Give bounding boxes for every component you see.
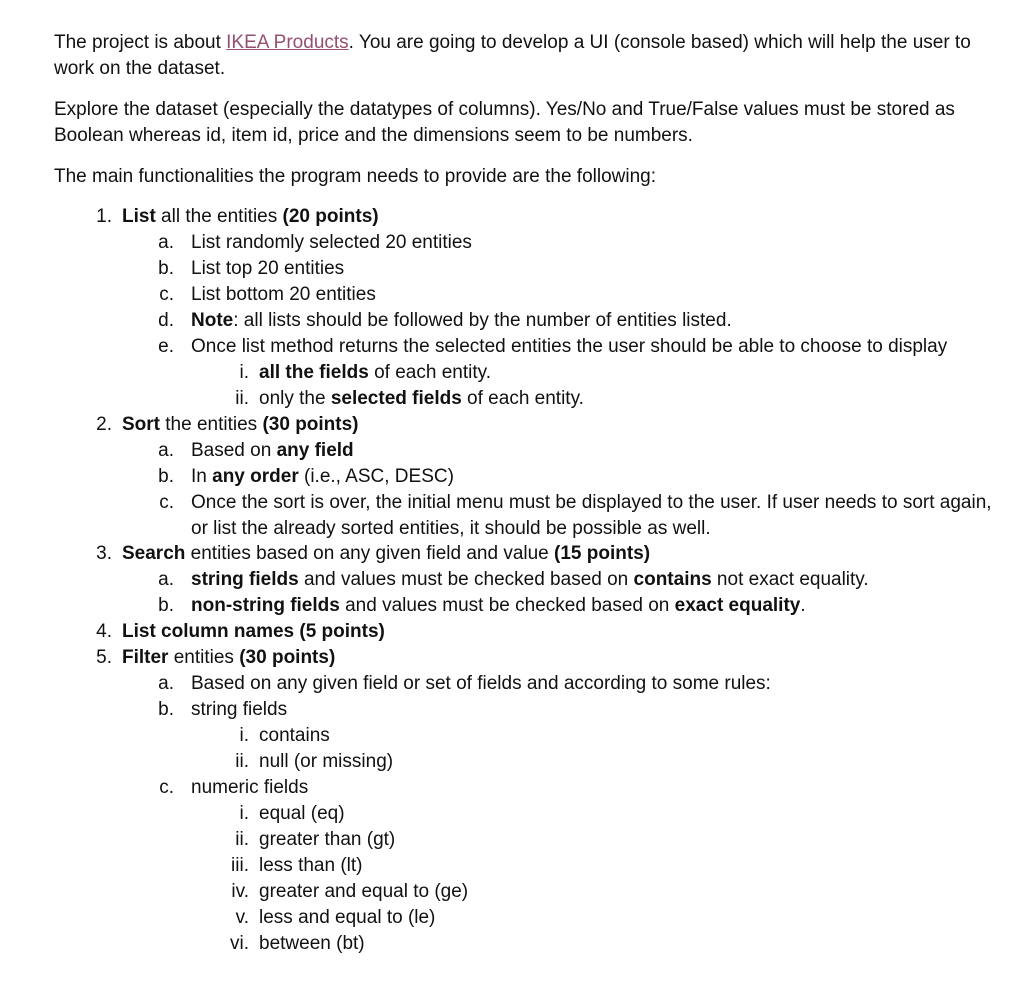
item-marker: ii.: [235, 829, 249, 850]
list-item-1: [54, 204, 994, 230]
item-number: 4.: [96, 621, 112, 642]
item-text: less and equal to (le): [259, 907, 436, 928]
item-keyword: all the fields: [259, 362, 369, 383]
item-marker: ii.: [235, 751, 249, 772]
list-item-5b-ii: [54, 749, 994, 775]
item-marker: c.: [159, 492, 174, 513]
intro-paragraph: [54, 30, 984, 81]
item-text: and values must be checked based on: [339, 595, 675, 616]
item-marker: i.: [239, 725, 249, 746]
item-text: entities based on any given field and value: [185, 543, 555, 564]
item-text: (i.e., ASC, DESC): [298, 466, 454, 487]
list-item-5c: [54, 775, 994, 801]
item-marker: i.: [239, 362, 249, 383]
list-item-1e: [54, 334, 994, 360]
item-marker: a.: [158, 569, 174, 590]
item-marker: i.: [239, 803, 249, 824]
item-text: Once the sort is over, the initial menu must be displayed to the user. If user needs to sort again, or list the already sorted entities, it should be possible as well.: [191, 492, 992, 539]
item-keyword: contains: [633, 569, 712, 590]
item-text: between (bt): [259, 933, 365, 954]
item-marker: ii.: [235, 388, 249, 409]
list-item-5c-v: [54, 905, 994, 931]
item-text: the entities: [160, 414, 263, 435]
item-text: equal (eq): [259, 803, 345, 824]
item-marker: c.: [159, 284, 174, 305]
item-keyword: List column names (5 points): [122, 621, 385, 642]
item-text: and values must be checked based on: [298, 569, 634, 590]
item-text: greater than (gt): [259, 829, 396, 850]
item-keyword: Filter: [122, 647, 169, 668]
list-item-3: [54, 541, 994, 567]
item-points: (20 points): [282, 206, 379, 227]
item-keyword: Sort: [122, 414, 160, 435]
item-text: not exact equality.: [711, 569, 869, 590]
item-text: In: [191, 466, 213, 487]
item-number: 5.: [96, 647, 112, 668]
item-marker: a.: [158, 232, 174, 253]
item-keyword: List: [122, 206, 156, 227]
item-marker: b.: [158, 258, 174, 279]
explore-paragraph: Explore the dataset (especially the datatypes of columns). Yes/No and True/False values must be stored as Boolean whereas id, item id, price and the dimensions seem to be numbers.: [54, 99, 955, 146]
item-points: (15 points): [554, 543, 651, 564]
note-label: Note: [191, 310, 234, 331]
item-text: Based on any given field or set of fields and according to some rules:: [191, 673, 771, 694]
item-marker: b.: [158, 466, 174, 487]
item-marker: v.: [235, 907, 249, 928]
item-keyword: string fields: [191, 569, 299, 590]
item-number: 3.: [96, 543, 112, 564]
item-keyword: non-string fields: [191, 595, 340, 616]
item-text: numeric fields: [191, 777, 309, 798]
list-item-5b: [54, 697, 994, 723]
item-marker: a.: [158, 440, 174, 461]
item-text: of each entity.: [461, 388, 584, 409]
item-text: null (or missing): [259, 751, 394, 772]
list-item-1d: [54, 308, 994, 334]
item-text: all the entities: [155, 206, 283, 227]
list-item-2a: [54, 438, 994, 464]
item-marker: b.: [158, 595, 174, 616]
item-text: only the: [259, 388, 331, 409]
item-text: List top 20 entities: [191, 258, 345, 279]
list-item-2b: [54, 464, 994, 490]
intro-text-start: The project is about: [54, 32, 227, 53]
list-item-1b: [54, 256, 994, 282]
list-item-5: [54, 645, 994, 671]
item-text: : all lists should be followed by the number of entities listed.: [233, 310, 732, 331]
item-keyword: any order: [212, 466, 299, 487]
item-text: entities: [168, 647, 240, 668]
list-item-1a: [54, 230, 994, 256]
list-item-3a: [54, 567, 994, 593]
item-text: string fields: [191, 699, 288, 720]
item-marker: vi.: [230, 933, 249, 954]
item-marker: iv.: [231, 881, 249, 902]
item-marker: c.: [159, 777, 174, 798]
list-item-1c: [54, 282, 994, 308]
list-item-5c-iii: [54, 853, 994, 879]
item-text: greater and equal to (ge): [259, 881, 469, 902]
item-keyword: any field: [276, 440, 354, 461]
list-item-5c-ii: [54, 827, 994, 853]
list-item-1e-i: [54, 360, 994, 386]
list-item-5c-i: [54, 801, 994, 827]
item-marker: a.: [158, 673, 174, 694]
item-text: .: [800, 595, 806, 616]
list-item-5a: [54, 671, 994, 697]
item-text: List randomly selected 20 entities: [191, 232, 472, 253]
item-marker: iii.: [231, 855, 249, 876]
item-keyword: Search: [122, 543, 186, 564]
item-text: List bottom 20 entities: [191, 284, 376, 305]
list-item-1e-ii: [54, 386, 994, 412]
list-item-2: [54, 412, 994, 438]
item-marker: e.: [158, 336, 174, 357]
item-text: less than (lt): [259, 855, 363, 876]
item-text: of each entity.: [368, 362, 491, 383]
item-number: 2.: [96, 414, 112, 435]
item-text: Based on: [191, 440, 277, 461]
list-item-5c-iv: [54, 879, 994, 905]
list-item-5b-i: [54, 723, 994, 749]
ikea-products-link[interactable]: IKEA Products: [226, 32, 349, 53]
list-item-5c-vi: [54, 931, 994, 957]
list-item-3b: [54, 593, 994, 619]
item-points: (30 points): [262, 414, 359, 435]
list-item-4: [54, 619, 994, 645]
functionality-list: [54, 204, 994, 957]
main-heading: The main functionalities the program needs to provide are the following:: [54, 166, 657, 187]
item-text: contains: [259, 725, 330, 746]
item-keyword: exact equality: [674, 595, 801, 616]
item-marker: d.: [158, 310, 174, 331]
item-text: Once list method returns the selected entities the user should be able to choose to display: [191, 336, 948, 357]
item-marker: b.: [158, 699, 174, 720]
item-points: (30 points): [239, 647, 336, 668]
list-item-2c: [54, 490, 994, 541]
item-number: 1.: [96, 206, 112, 227]
intro-text-end: . You are going to develop a UI (console based) which will help the user to work on the dataset.: [54, 32, 971, 79]
item-keyword: selected fields: [330, 388, 462, 409]
